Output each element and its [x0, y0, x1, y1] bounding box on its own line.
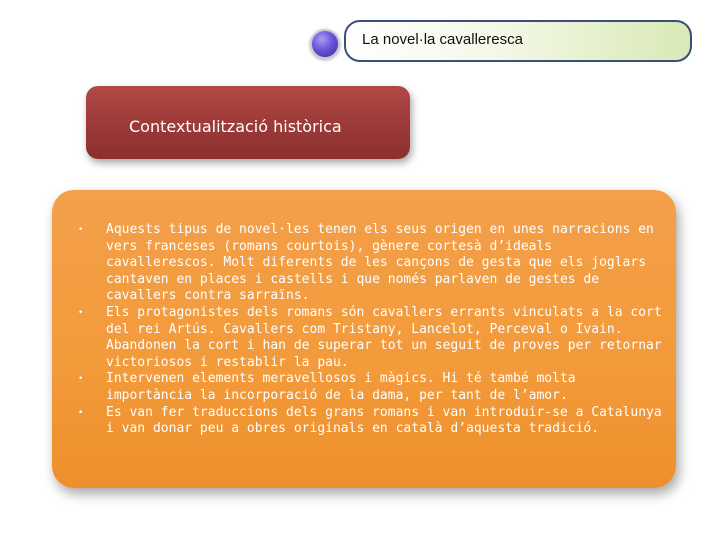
list-item: [78, 405, 668, 438]
purple-sphere-icon[interactable]: [310, 29, 340, 59]
list-item: [78, 305, 668, 371]
list-item-text: Els protagonistes dels romans són cavallers errants vinculats a la cort del rei Artús. Cavallers com Tristany, Lancelot, Perceval o Ivain. Abandonen la cort i han de superar tot un seguit de proves per retornar victoriosos i restablir la pau.: [106, 304, 662, 370]
list-item-text: Es van fer traduccions dels grans romans i van introduir-se a Catalunya i van donar peu a obres originals en català d’aquesta tradició.: [106, 404, 662, 437]
list-item: [78, 371, 668, 404]
bullet-icon: •: [78, 225, 84, 235]
page-title: La novel·la cavalleresca: [362, 31, 523, 48]
bullet-icon: •: [78, 374, 84, 385]
list-item-text: Intervenen elements meravellosos i màgics. Hi té també molta importància la incorporació de la dama, per tant de l’amor.: [106, 371, 576, 403]
bullet-list: [78, 222, 668, 438]
section-title: Contextualització històrica: [129, 117, 342, 136]
bullet-icon: •: [78, 407, 84, 418]
list-item-text: Aquests tipus de novel·les tenen els seus origen en unes narracions en vers franceses (romans courtois), gènere cortesà d’ideals cavallerescos. Molt diferents de les cançons de gesta que els joglars cantaven en places i castells i que només parlaven de gestes de cavallers contra sarraïns.: [106, 222, 654, 304]
bullet-icon: •: [78, 307, 84, 318]
list-item: [78, 222, 668, 305]
